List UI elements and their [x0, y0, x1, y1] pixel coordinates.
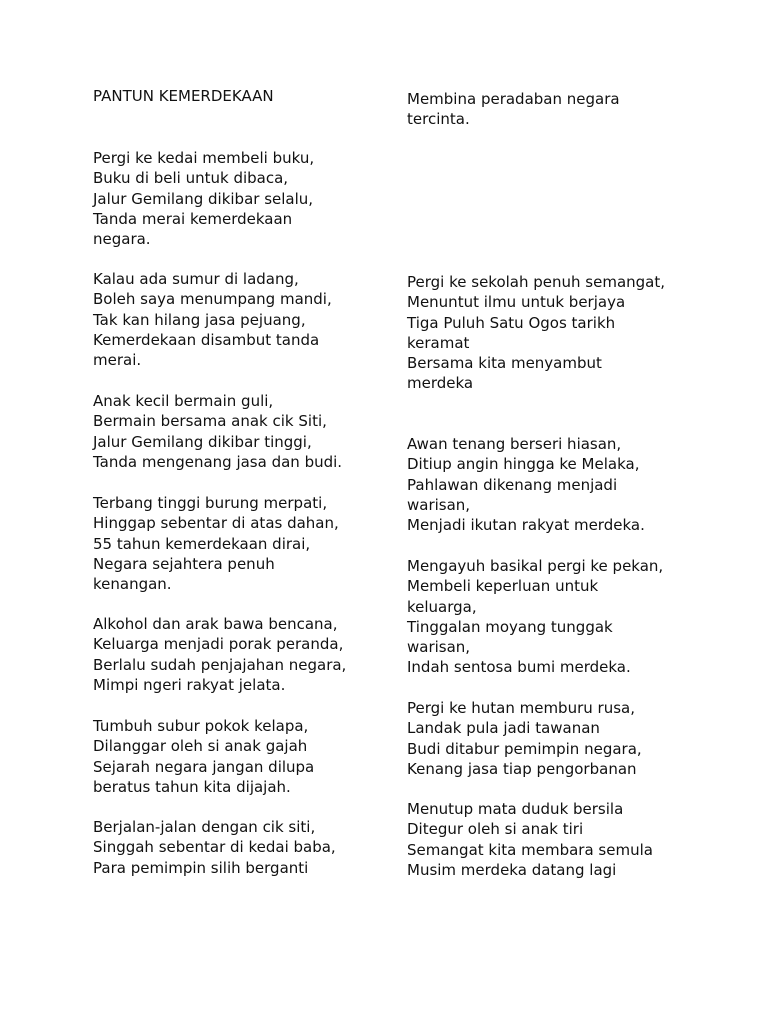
pantun-line: kenangan.	[93, 575, 172, 594]
pantun-line: Terbang tinggi burung merpati,	[93, 494, 328, 512]
pantun-line: Tumbuh subur pokok kelapa,	[93, 717, 309, 735]
stanza	[93, 493, 339, 594]
pantun-line: Anak kecil bermain guli,	[93, 392, 274, 410]
pantun-line: Menjadi ikutan rakyat merdeka.	[407, 516, 645, 535]
document-title: PANTUN KEMERDEKAAN	[93, 87, 274, 105]
pantun-line: Tinggalan moyang tunggak	[407, 617, 613, 636]
pantun-line: Boleh saya menumpang mandi,	[93, 290, 332, 309]
pantun-line: keluarga,	[407, 597, 477, 616]
pantun-line: Mengayuh basikal pergi ke pekan,	[407, 557, 664, 575]
pantun-line: Berlalu sudah penjajahan negara,	[93, 655, 347, 674]
pantun-line: merai.	[93, 351, 142, 370]
stanza	[407, 89, 620, 130]
stanza	[93, 269, 332, 370]
stanza	[407, 272, 665, 394]
pantun-line: Menuntut ilmu untuk berjaya	[407, 293, 626, 312]
stanza	[407, 434, 645, 535]
pantun-line: Budi ditabur pemimpin negara,	[407, 739, 642, 758]
pantun-line: Tak kan hilang jasa pejuang,	[93, 310, 306, 329]
stanza	[93, 614, 346, 695]
pantun-line: Negara sejahtera penuh	[93, 554, 275, 573]
pantun-line: Jalur Gemilang dikibar selalu,	[93, 189, 314, 208]
pantun-line: warisan,	[407, 638, 471, 657]
pantun-line: Jalur Gemilang dikibar tinggi,	[93, 432, 312, 451]
stanza	[93, 817, 336, 878]
pantun-line: Tanda merai kemerdekaan	[93, 209, 293, 228]
pantun-line: Ditegur oleh si anak tiri	[407, 820, 584, 839]
pantun-line: Sejarah negara jangan dilupa	[93, 757, 315, 776]
pantun-line: negara.	[93, 230, 151, 249]
pantun-line: Landak pula jadi tawanan	[407, 719, 600, 738]
pantun-line: Musim merdeka datang lagi	[407, 860, 617, 879]
pantun-line: beratus tahun kita dijajah.	[93, 777, 291, 796]
pantun-line: Ditiup angin hingga ke Melaka,	[407, 455, 640, 474]
pantun-line: Para pemimpin silih berganti	[93, 858, 309, 877]
pantun-line: Pahlawan dikenang menjadi	[407, 475, 618, 494]
pantun-line: tercinta.	[407, 110, 470, 129]
pantun-line: Singgah sebentar di kedai baba,	[93, 838, 336, 857]
stanza	[407, 698, 642, 779]
pantun-line: Pergi ke sekolah penuh semangat,	[407, 273, 666, 291]
pantun-line: Pergi ke kedai membeli buku,	[93, 149, 315, 167]
pantun-line: Tanda mengenang jasa dan budi.	[93, 452, 343, 471]
stanza	[93, 716, 314, 797]
pantun-line: Kenang jasa tiap pengorbanan	[407, 759, 637, 778]
pantun-line: Buku di beli untuk dibaca,	[93, 169, 289, 188]
pantun-line: Membeli keperluan untuk	[407, 577, 599, 596]
pantun-line: Keluarga menjadi porak peranda,	[93, 635, 344, 654]
pantun-line: Menutup mata duduk bersila	[407, 800, 624, 818]
stanza	[407, 799, 653, 880]
pantun-line: Awan tenang berseri hiasan,	[407, 435, 622, 453]
pantun-line: Tiga Puluh Satu Ogos tarikh	[407, 313, 616, 332]
pantun-line: Berjalan-jalan dengan cik siti,	[93, 818, 316, 836]
pantun-line: Kalau ada sumur di ladang,	[93, 270, 299, 288]
stanza	[93, 148, 314, 249]
pantun-line: 55 tahun kemerdekaan dirai,	[93, 534, 311, 553]
pantun-line: Alkohol dan arak bawa bencana,	[93, 615, 338, 633]
pantun-line: Semangat kita membara semula	[407, 840, 653, 859]
pantun-line: merdeka	[407, 374, 474, 393]
pantun-line: Bermain bersama anak cik Siti,	[93, 412, 327, 431]
pantun-line: Mimpi ngeri rakyat jelata.	[93, 675, 286, 694]
stanza	[407, 556, 663, 678]
pantun-line: Pergi ke hutan memburu rusa,	[407, 699, 635, 717]
pantun-line: Indah sentosa bumi merdeka.	[407, 658, 631, 677]
pantun-line: Bersama kita menyambut	[407, 354, 602, 373]
pantun-line: Dilanggar oleh si anak gajah	[93, 737, 308, 756]
pantun-line: warisan,	[407, 495, 471, 514]
pantun-line: Kemerdekaan disambut tanda	[93, 330, 320, 349]
pantun-line: Hinggap sebentar di atas dahan,	[93, 514, 339, 533]
pantun-line: keramat	[407, 333, 470, 352]
stanza	[93, 391, 342, 472]
pantun-line: Membina peradaban negara	[407, 90, 620, 108]
